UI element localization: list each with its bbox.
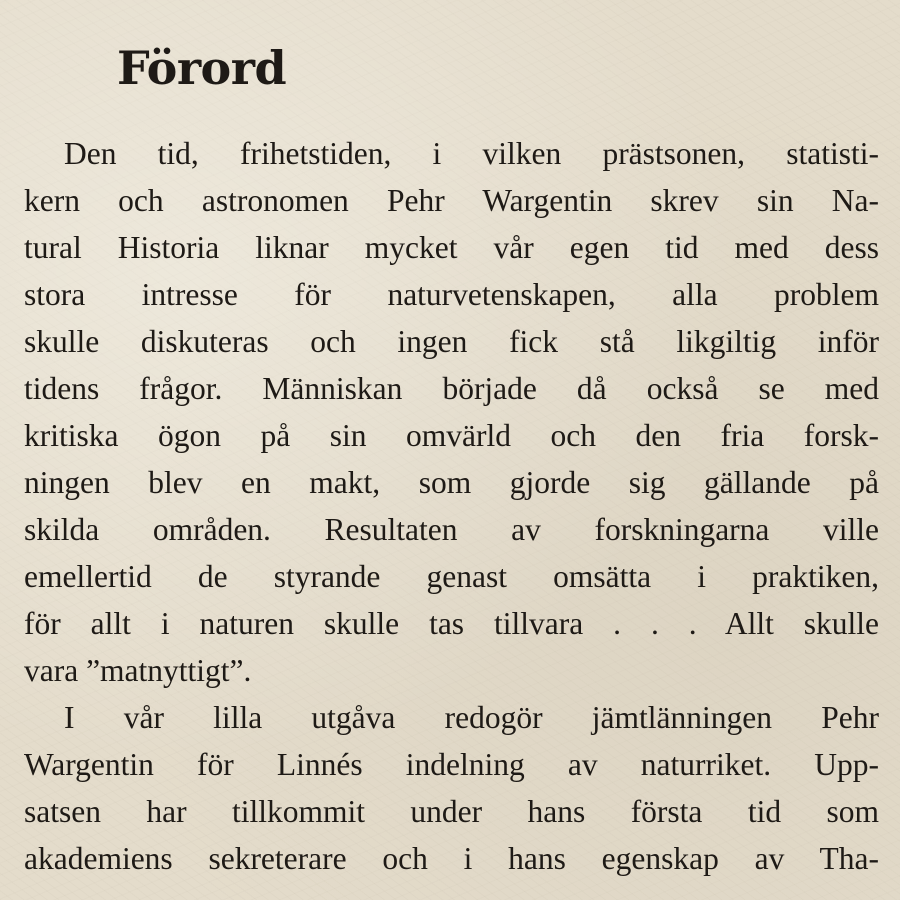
text-line: skulle diskuteras och ingen fick stå likgiltig inför: [24, 324, 879, 359]
paragraph-2: [24, 694, 879, 882]
text-line: I vår lilla utgåva redogör jämtlänningen Pehr: [64, 700, 879, 735]
text-line: tural Historia liknar mycket vår egen tid med dess: [24, 230, 879, 265]
text-line: Den tid, frihetstiden, i vilken prästsonen, statisti-: [64, 136, 879, 171]
text-line: Wargentin för Linnés indelning av naturriket. Upp-: [24, 747, 879, 782]
text-line: ningen blev en makt, som gjorde sig gällande på: [24, 465, 879, 500]
text-line: kritiska ögon på sin omvärld och den fria forsk-: [24, 418, 879, 453]
text-line: skilda områden. Resultaten av forskningarna ville: [24, 512, 879, 547]
text-line: emellertid de styrande genast omsätta i praktiken,: [24, 559, 879, 594]
text-line: akademiens sekreterare och i hans egenskap av Tha-: [24, 841, 879, 876]
text-line: kern och astronomen Pehr Wargentin skrev sin Na-: [24, 183, 879, 218]
text-line: satsen har tillkommit under hans första tid som: [24, 794, 879, 829]
text-line: för allt i naturen skulle tas tillvara . . . Allt skulle: [24, 606, 879, 641]
paragraph-1: [24, 130, 879, 694]
text-line: tidens frågor. Människan började då också se med: [24, 371, 879, 406]
page-heading: Förord: [117, 41, 287, 95]
body-text: [24, 130, 879, 882]
text-line: vara ”matnyttigt”.: [24, 653, 252, 688]
text-line: stora intresse för naturvetenskapen, alla problem: [24, 277, 879, 312]
